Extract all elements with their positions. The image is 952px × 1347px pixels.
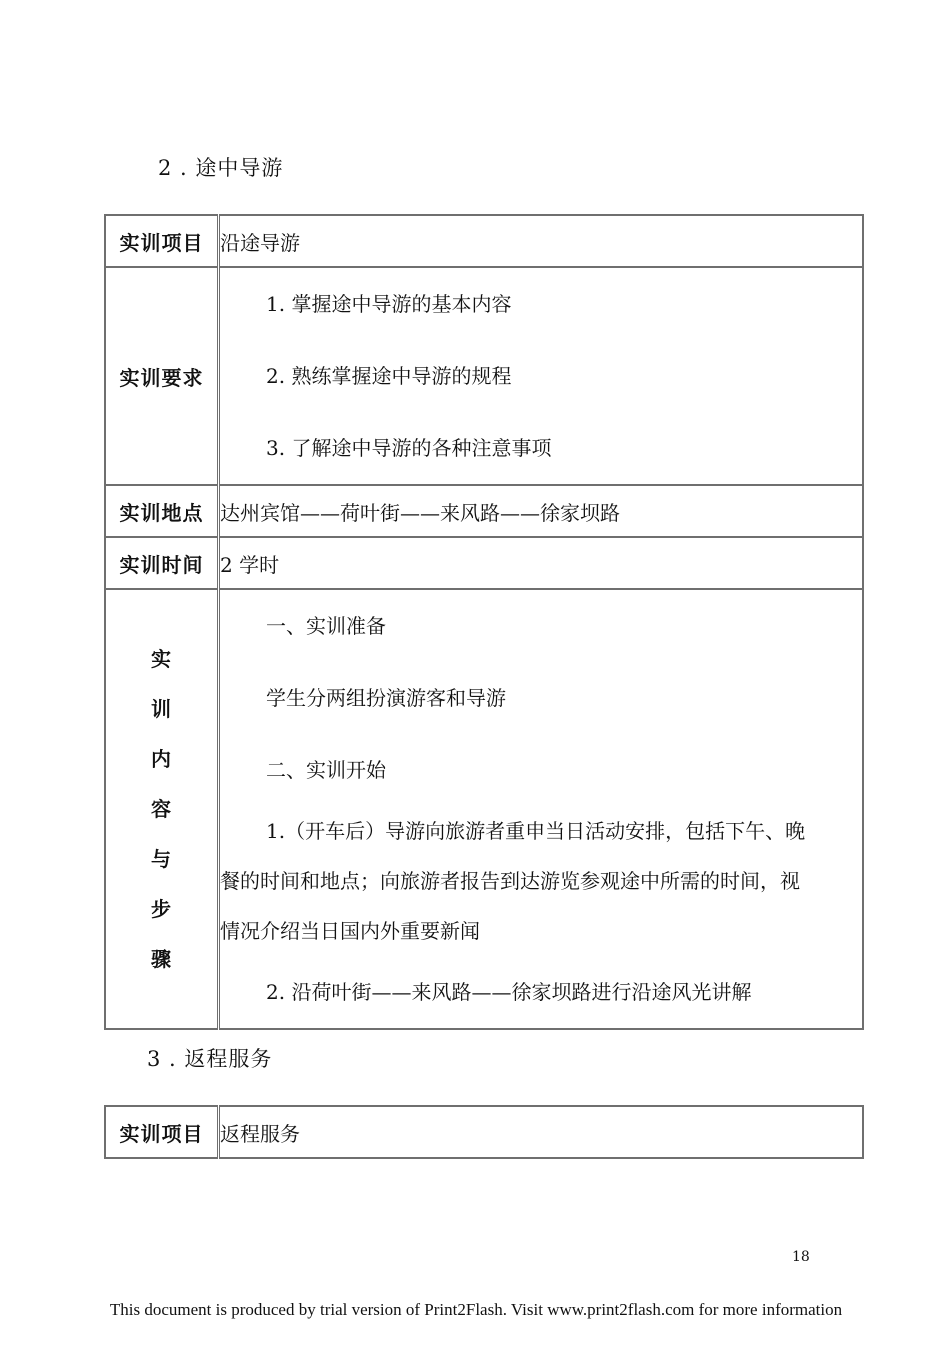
content-label-char: 内 <box>151 747 172 771</box>
content-label <box>105 589 219 1029</box>
content-label-char: 容 <box>151 797 172 821</box>
content-steps <box>219 589 864 1029</box>
row-project <box>105 1106 863 1158</box>
trial-footer: This document is produced by trial version of Print2Flash. Visit www.print2flash.com for more information <box>109 1300 843 1319</box>
prep-title: 一、实训准备 <box>266 614 386 638</box>
time-label: 实训时间 <box>105 537 219 589</box>
row-location <box>105 485 863 537</box>
project-value: 返程服务 <box>219 1106 864 1158</box>
content-label-char: 骤 <box>151 947 172 971</box>
project-value: 沿途导游 <box>219 215 864 267</box>
step-2: 2. 沿荷叶街——来风路——徐家坝路进行沿途风光讲解 <box>266 980 752 1004</box>
location-value: 达州宾馆——荷叶街——来风路——徐家坝路 <box>219 485 864 537</box>
requirement-item: 2. 熟练掌握途中导游的规程 <box>266 364 512 388</box>
step-1-line: 1.（开车后）导游向旅游者重申当日活动安排，包括下午、晚 <box>266 819 806 843</box>
step-1 <box>220 806 862 956</box>
row-requirements <box>105 267 863 485</box>
prep-text: 学生分两组扮演游客和导游 <box>266 686 506 710</box>
project-label: 实训项目 <box>105 1106 219 1158</box>
row-project <box>105 215 863 267</box>
requirements-list <box>219 267 864 485</box>
step-1-line: 餐的时间和地点；向旅游者报告到达游览参观途中所需的时间，视 <box>220 869 800 893</box>
location-label: 实训地点 <box>105 485 219 537</box>
training-table-enroute <box>104 214 864 1030</box>
time-value: 2 学时 <box>219 537 864 589</box>
content-label-vertical <box>106 634 217 984</box>
content-label-char: 实 <box>151 647 172 671</box>
project-label: 实训项目 <box>105 215 219 267</box>
start-title: 二、实训开始 <box>266 758 386 782</box>
content-label-char: 与 <box>151 847 172 871</box>
section-heading-3: 3 . 返程服务 <box>147 1047 273 1071</box>
row-time <box>105 537 863 589</box>
requirements-label: 实训要求 <box>105 267 219 485</box>
row-content <box>105 589 863 1029</box>
step-1-line: 情况介绍当日国内外重要新闻 <box>220 919 480 943</box>
requirement-item: 3. 了解途中导游的各种注意事项 <box>266 436 552 460</box>
requirement-item: 1. 掌握途中导游的基本内容 <box>266 292 512 316</box>
section-heading-2: 2 . 途中导游 <box>158 156 284 180</box>
page-number: 18 <box>792 1249 810 1265</box>
training-table-return <box>104 1105 864 1159</box>
content-label-char: 步 <box>151 897 172 921</box>
content-label-char: 训 <box>151 697 172 721</box>
